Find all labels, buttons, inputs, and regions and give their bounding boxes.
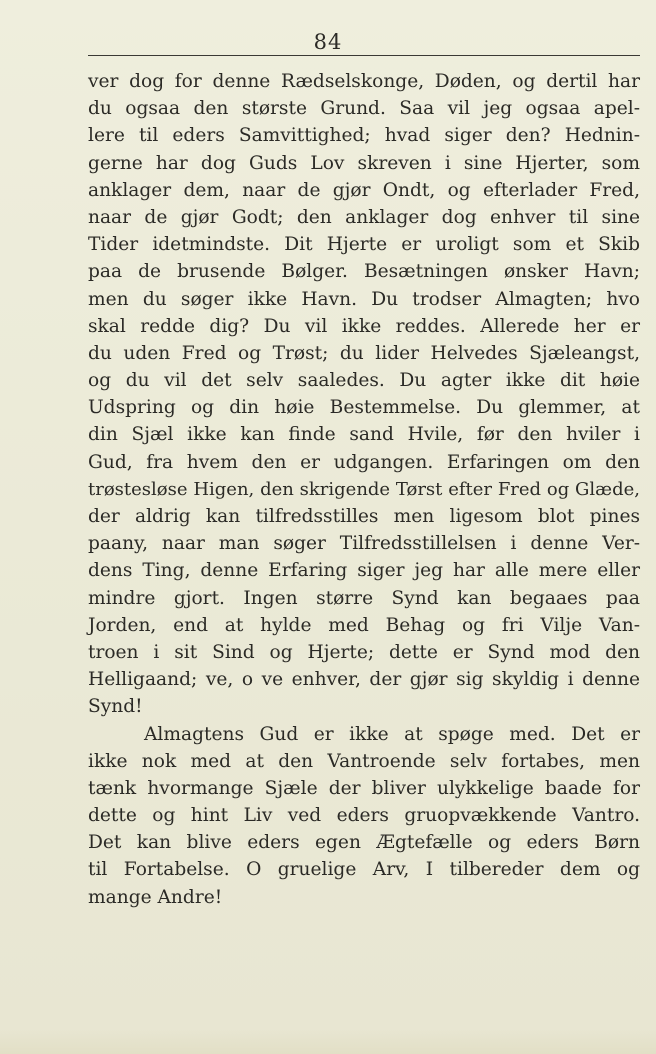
text-line: dette og hint Liv ved eders gruopvækkende Vantro.	[88, 805, 640, 827]
text-line: anklager dem, naar de gjør Ondt, og efterlader Fred,	[88, 179, 640, 201]
page-number: 84	[313, 30, 343, 54]
text-line: Gud, fra hvem den er udgangen. Erfaringen om den	[88, 451, 640, 473]
text-line: Udspring og din høie Bestemmelse. Du glemmer, at	[88, 397, 640, 419]
text-line: Tider idetmindste. Dit Hjerte er uroligt som et Skib	[88, 234, 640, 256]
text-line: paany, naar man søger Tilfredsstillelsen i denne Ver-	[88, 533, 640, 555]
text-line: mange Andre!	[88, 886, 223, 908]
page-bottom-edge	[0, 1028, 656, 1054]
text-line: du uden Fred og Trøst; du lider Helvedes Sjæleangst,	[88, 342, 640, 364]
text-line: paa de brusende Bølger. Besætningen ønsker Havn;	[88, 261, 640, 283]
text-line: men du søger ikke Havn. Du trodser Almagten; hvo	[88, 288, 640, 310]
text-line: Synd!	[88, 696, 143, 718]
text-line: du ogsaa den største Grund. Saa vil jeg ogsaa apel-	[88, 98, 640, 120]
text-line: trøstesløse Higen, den skrigende Tørst efter Fred og Glæde,	[88, 478, 640, 500]
text-line: Almagtens Gud er ikke at spøge med. Det er	[144, 723, 640, 745]
header-rule	[88, 55, 640, 56]
text-line: tænk hvormange Sjæle der bliver ulykkelige baade for	[88, 777, 640, 799]
text-line: ver dog for denne Rædselskonge, Døden, og dertil har	[88, 71, 640, 92]
text-line: lere til eders Samvittighed; hvad siger den? Hednin-	[88, 125, 640, 147]
text-line: naar de gjør Godt; den anklager dog enhver til sine	[88, 206, 640, 228]
text-line: ikke nok med at den Vantroende selv fortabes, men	[88, 750, 640, 772]
text-line: troen i sit Sind og Hjerte; dette er Synd mod den	[88, 641, 640, 663]
text-line: dens Ting, denne Erfaring siger jeg har alle mere eller	[88, 560, 640, 582]
body-text	[88, 68, 640, 911]
text-line: Jorden, end at hylde med Behag og fri Vilje Van-	[88, 614, 640, 636]
text-line: der aldrig kan tilfredsstilles men ligesom blot pines	[88, 506, 640, 527]
text-line: skal redde dig? Du vil ikke reddes. Allerede her er	[88, 315, 640, 337]
text-line: din Sjæl ikke kan finde sand Hvile, før den hviler i	[88, 424, 640, 446]
text-line: til Fortabelse. O gruelige Arv, I tilbereder dem og	[88, 859, 640, 881]
text-line: mindre gjort. Ingen større Synd kan begaaes paa	[88, 587, 640, 609]
text-line: Det kan blive eders egen Ægtefælle og eders Børn	[88, 832, 640, 854]
text-line: og du vil det selv saaledes. Du agter ikke dit høie	[88, 370, 640, 392]
text-line: Helligaand; ve, o ve enhver, der gjør sig skyldig i denne	[88, 669, 640, 691]
text-line: gerne har dog Guds Lov skreven i sine Hjerter, som	[88, 152, 640, 174]
